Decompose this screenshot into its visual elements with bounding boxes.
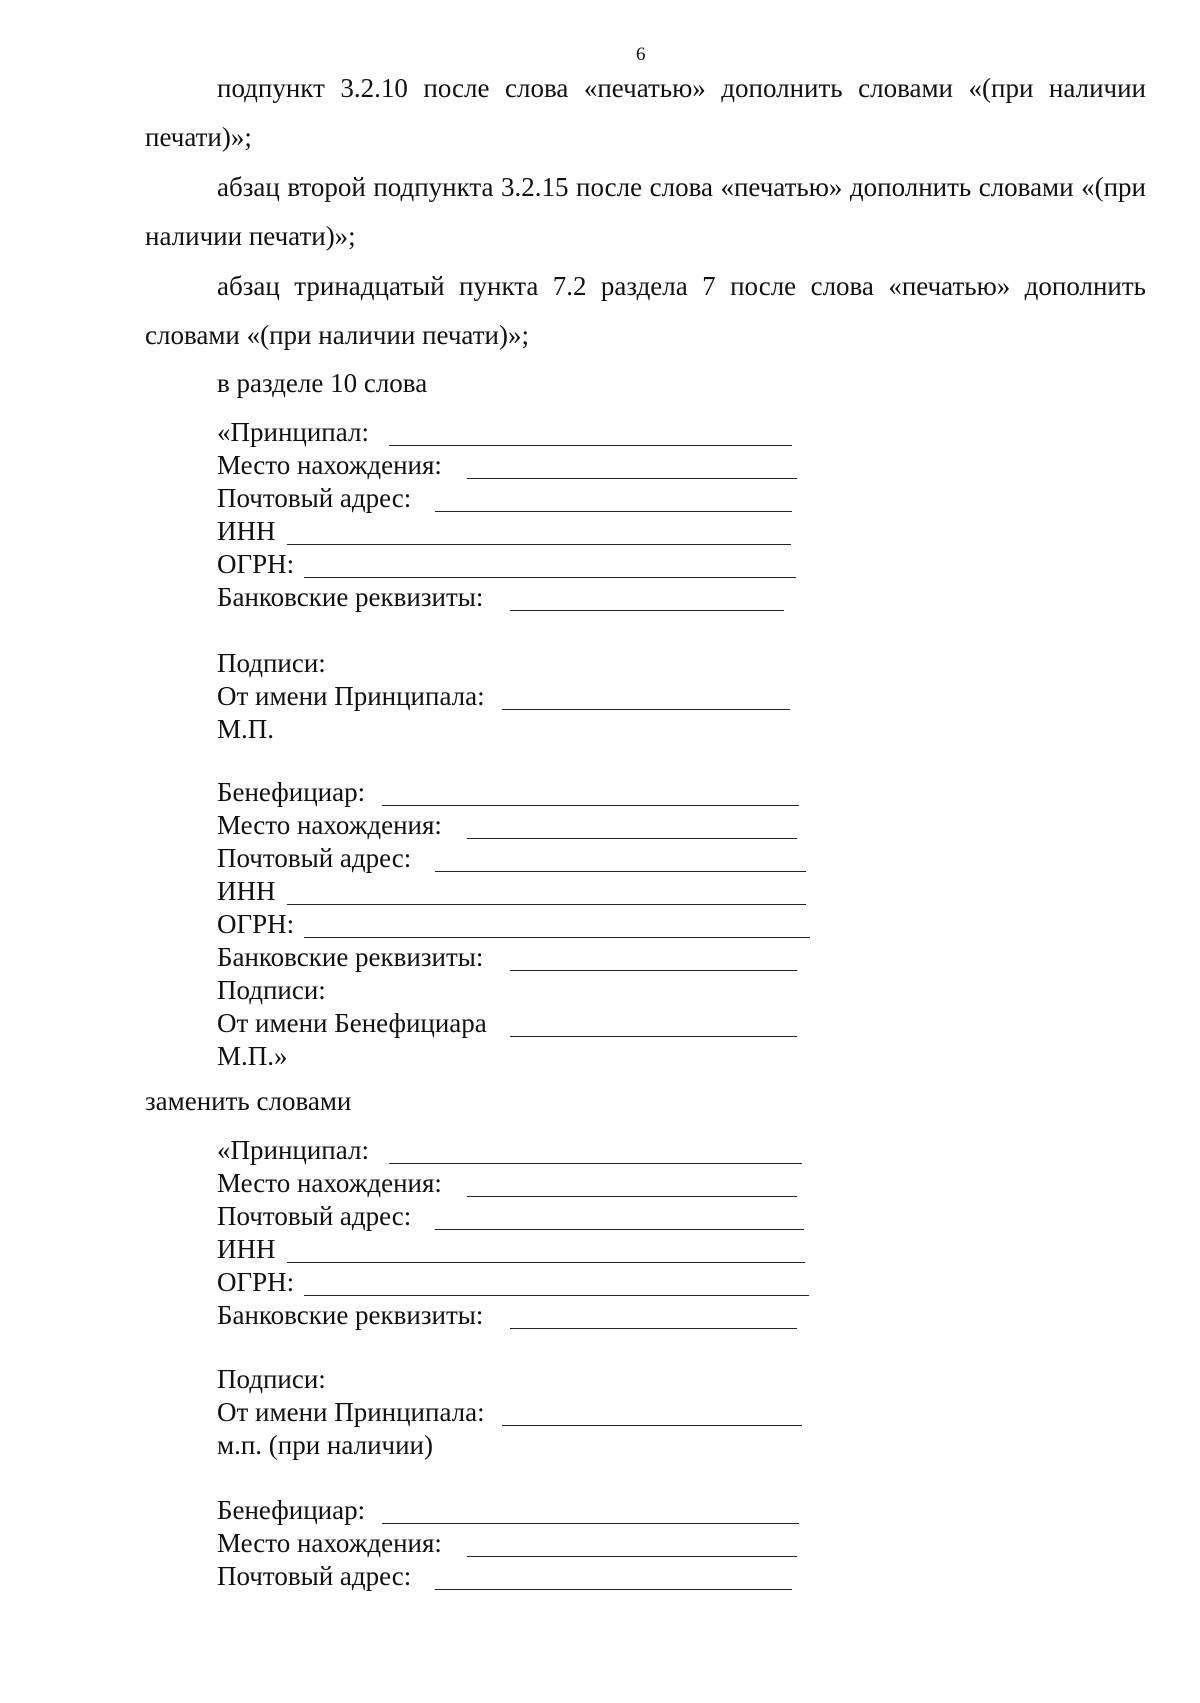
new-principal-sign-label: От имени Принципала:	[217, 1397, 485, 1427]
new-beneficiary-postal-blank	[435, 1589, 792, 1590]
new-beneficiary-postal-label: Почтовый адрес:	[217, 1561, 412, 1591]
old-beneficiary-sign-field	[217, 1008, 797, 1041]
new-principal-postal-blank	[435, 1229, 804, 1230]
new-beneficiary-location-blank	[467, 1556, 797, 1557]
new-principal-sign-heading: Подписи:	[217, 1364, 326, 1394]
new-principal-ogrn-label: ОГРН:	[217, 1267, 295, 1297]
old-beneficiary-blank	[382, 805, 799, 806]
old-principal-postal-blank	[435, 511, 792, 512]
old-principal-location-blank	[467, 478, 797, 479]
new-principal-location-label: Место нахождения:	[217, 1168, 442, 1198]
old-principal-field	[217, 417, 792, 450]
old-principal-bank-field	[217, 582, 784, 615]
old-beneficiary-bank-field	[217, 942, 797, 975]
old-principal-postal-label: Почтовый адрес:	[217, 483, 412, 513]
paragraph-7-2: абзац тринадцатый пункта 7.2 раздела 7 после слова «печатью» дополнить словами «(при наличии печати)»;	[145, 271, 1146, 350]
new-principal-blank	[389, 1163, 802, 1164]
old-beneficiary-sign-blank	[510, 1036, 797, 1037]
old-principal-label: «Принципал:	[217, 417, 369, 447]
new-principal-ogrn-field	[217, 1267, 809, 1300]
old-beneficiary-bank-blank	[510, 970, 797, 971]
old-beneficiary-label: Бенефициар:	[217, 777, 366, 807]
new-principal-sign-blank	[502, 1425, 802, 1426]
old-principal-inn-blank	[287, 544, 791, 545]
new-principal-inn-blank	[287, 1262, 805, 1263]
old-beneficiary-field	[217, 777, 799, 810]
old-beneficiary-sign-label: От имени Бенефициара	[217, 1008, 487, 1038]
old-principal-ogrn-label: ОГРН:	[217, 549, 295, 579]
old-principal-ogrn-blank	[304, 577, 796, 578]
old-principal-blank	[389, 445, 792, 446]
old-beneficiary-postal-blank	[435, 871, 806, 872]
new-principal-postal-field	[217, 1201, 804, 1234]
new-beneficiary-blank	[382, 1523, 799, 1524]
new-beneficiary-location-field	[217, 1528, 797, 1561]
old-principal-sign-field	[217, 681, 790, 714]
paragraph-3-2-15: абзац второй подпункта 3.2.15 после слова «печатью» дополнить словами «(при наличии печати)»;	[145, 172, 1146, 251]
new-principal-bank-blank	[510, 1328, 797, 1329]
old-beneficiary-sign-heading: Подписи:	[217, 975, 326, 1005]
old-beneficiary-postal-field	[217, 843, 806, 876]
old-beneficiary-inn-field	[217, 876, 806, 909]
paragraph-3-2-10: подпункт 3.2.10 после слова «печатью» дополнить словами «(при наличии печати)»;	[145, 73, 1146, 152]
old-principal-postal-field	[217, 483, 792, 516]
old-beneficiary-postal-label: Почтовый адрес:	[217, 843, 412, 873]
old-principal-ogrn-field	[217, 549, 796, 582]
new-principal-ogrn-blank	[304, 1295, 809, 1296]
new-principal-postal-label: Почтовый адрес:	[217, 1201, 412, 1231]
page-number: 6	[636, 44, 646, 65]
new-principal-location-field	[217, 1168, 797, 1201]
old-beneficiary-location-label: Место нахождения:	[217, 810, 442, 840]
new-principal-stamp: м.п. (при наличии)	[217, 1430, 433, 1460]
old-principal-inn-field	[217, 516, 791, 549]
new-principal-inn-field	[217, 1234, 805, 1267]
old-principal-sign-heading: Подписи:	[217, 648, 326, 678]
old-principal-location-field	[217, 450, 797, 483]
section-10-intro: в разделе 10 слова	[217, 368, 428, 398]
new-principal-bank-label: Банковские реквизиты:	[217, 1300, 484, 1330]
old-beneficiary-location-blank	[467, 838, 797, 839]
old-principal-bank-label: Банковские реквизиты:	[217, 582, 484, 612]
old-beneficiary-inn-label: ИНН	[217, 876, 276, 906]
old-principal-bank-blank	[510, 610, 784, 611]
old-beneficiary-ogrn-blank	[304, 937, 810, 938]
old-beneficiary-ogrn-label: ОГРН:	[217, 909, 295, 939]
new-beneficiary-label: Бенефициар:	[217, 1495, 366, 1525]
old-beneficiary-location-field	[217, 810, 797, 843]
new-beneficiary-location-label: Место нахождения:	[217, 1528, 442, 1558]
new-beneficiary-postal-field	[217, 1561, 792, 1594]
old-beneficiary-stamp: М.П.»	[217, 1041, 288, 1071]
replace-instruction: заменить словами	[145, 1086, 352, 1116]
old-beneficiary-inn-blank	[287, 904, 806, 905]
old-principal-stamp: М.П.	[217, 714, 275, 744]
old-principal-location-label: Место нахождения:	[217, 450, 442, 480]
new-beneficiary-field	[217, 1495, 799, 1528]
new-principal-label: «Принципал:	[217, 1135, 369, 1165]
new-principal-bank-field	[217, 1300, 797, 1333]
old-principal-sign-label: От имени Принципала:	[217, 681, 485, 711]
new-principal-sign-field	[217, 1397, 802, 1430]
new-principal-location-blank	[467, 1196, 797, 1197]
new-principal-inn-label: ИНН	[217, 1234, 276, 1264]
old-beneficiary-ogrn-field	[217, 909, 810, 942]
old-principal-inn-label: ИНН	[217, 516, 276, 546]
old-principal-sign-blank	[502, 709, 790, 710]
old-beneficiary-bank-label: Банковские реквизиты:	[217, 942, 484, 972]
new-principal-field	[217, 1135, 802, 1168]
